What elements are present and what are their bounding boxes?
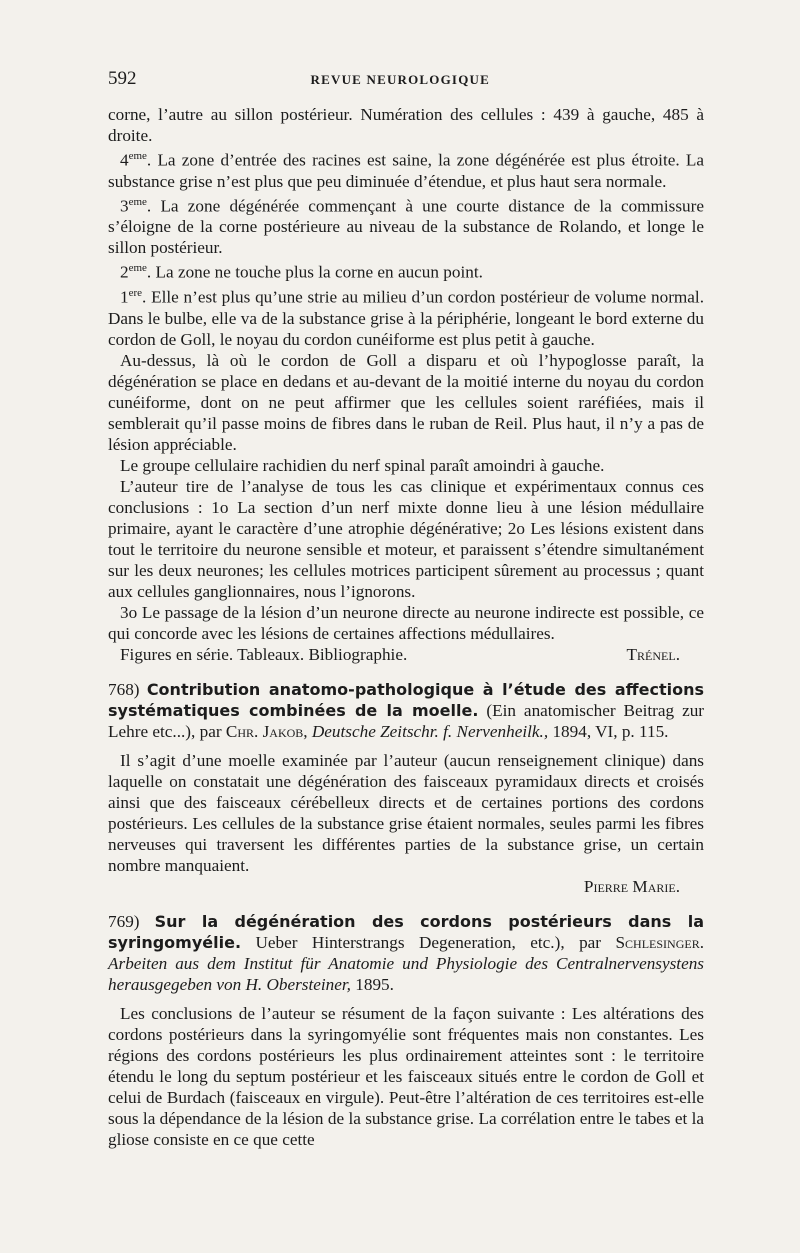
entry-768-title: Contribution anatomo-pathologique à l’étude des affections systématiques combinées de la moelle. (108, 679, 704, 720)
entry-769-ref-end: 1895. (355, 974, 394, 994)
entry-769-body: Les conclusions de l’auteur se résument de la façon suivante : Les altérations des cordons postérieurs dans la syringomyélie sont fréquentes mais non constantes. Les régions des cordons postérieurs les plus ordinairement atteintes sont : le territoire étendu le long du septum postérieur et les faisceaux situés entre le cordon de Goll et celui de Burdach (faisceaux en virgule). Peut-être l’altération de ces territoires est-elle sous la dépendance de la lésion de la substance grise. La corrélation entre le tabes et la gliose consiste en ce que cette (108, 1003, 704, 1149)
paragraph-3eme: 3eme. La zone dégénérée commençant à une courte distance de la commissure s’éloigne de la corne postérieure au niveau de la substance de Rolando, et longe le sillon postérieur. (108, 195, 704, 258)
page-number: 592 (108, 68, 137, 89)
entry-768-heading (108, 679, 704, 742)
paragraph-2eme: 2eme. La zone ne touche plus la corne en aucun point. (120, 262, 483, 283)
running-title: REVUE NEUROLOGIQUE (310, 72, 490, 87)
entry-769-heading (108, 911, 704, 995)
paragraph-au-dessus: Au-dessus, là où le cordon de Goll a disparu et où l’hypoglosse paraît, la dégénération se place en dedans et au-devant de la moitié interne du noyau du cordon cunéiforme, dont on ne peut affirmer que les cellules soient raréfiées, mais il semblerait qu’il passe moins de fibres dans le ruban de Reil. Plus haut, il n’y a pas de lésion appréciable. (108, 350, 704, 454)
entry-768-ref-end: 1894, VI, p. 115. (552, 721, 669, 741)
signature-line-2 (108, 876, 704, 897)
paragraph-1ere: 1ere. Elle n’est plus qu’une strie au milieu d’un cordon postérieur de volume normal. Dans le bulbe, elle va de la substance grise à la périphérie, longeant le bord externe du cordon de Goll, le noyau du cordon cunéiforme est plus petit à gauche. (108, 287, 704, 349)
paragraph-intro: corne, l’autre au sillon postérieur. Numération des cellules : 439 à gauche, 485 à droite. (108, 105, 704, 145)
entry-768-number: 768) (108, 679, 140, 699)
entry-768-ref: (Ein anatomischer Beitrag zur Lehre etc...), par (108, 700, 705, 741)
entry-768-author: Chr. Jakob, (225, 721, 308, 741)
entry-769-journal: Arbeiten aus dem Institut für Anatomie und Physiologie des Centralnervensystens herausgegeben von H. Obersteiner, (108, 953, 704, 994)
paragraph-4eme: 4eme. La zone d’entrée des racines est saine, la zone dégénérée est plus étroite. La substance grise n’est plus que peu diminuée d’étendue, et plus haut sera normale. (108, 150, 704, 191)
entry-769-author: Schlesinger. (615, 932, 705, 952)
entry-769-title: Sur la dégénération des cordons postérieurs dans la syringomyélie. (108, 911, 705, 952)
signature-line-1 (108, 644, 704, 665)
paragraph-passage: 3o Le passage de la lésion d’un neurone directe au neurone indirecte est possible, ce qui concorde avec les lésions de certaines affections médullaires. (108, 602, 704, 643)
page-header (108, 68, 704, 90)
entry-769-number: 769) (108, 911, 140, 931)
paragraph-auteur: L’auteur tire de l’analyse de tous les cas clinique et expérimentaux connus ces conclusions : 1o La section d’un nerf mixte donne lieu à une lésion médullaire primaire, ayant le caractère d’une atrophie dégénérative; 2o Les lésions existent dans tout le territoire du neurone sensible et moteur, et paraissent s’étendre simultanément sur les deux neurones; les cellules motrices participent sûrement au processus ; quant aux cellules ganglionnaires, nous l’ignorons. (108, 476, 704, 601)
signature-pierre-marie: Pierre Marie. (583, 876, 680, 896)
figures-note: Figures en série. Tableaux. Bibliographie. (120, 644, 408, 664)
paragraph-groupe: Le groupe cellulaire rachidien du nerf spinal paraît amoindri à gauche. (120, 455, 605, 475)
signature-trenel: Trénel. (626, 644, 680, 664)
entry-768-body: Il s’agit d’une moelle examinée par l’auteur (aucun renseignement clinique) dans laquelle on constatait une dégénération des faisceaux pyramidaux directs et croisés ainsi que des faisceaux cérébelleux directs et de certaines portions des cordons postérieurs. Les cellules de la substance grise étaient normales, seules parmi les fibres nerveuses qui traversent les différentes parties de la substance grise, un certain nombre manquaient. (108, 750, 704, 875)
entry-769-ref: Ueber Hinterstrangs Degeneration, etc.), par (255, 932, 602, 952)
entry-768-journal: Deutsche Zeitschr. f. Nervenheilk., (311, 721, 549, 741)
